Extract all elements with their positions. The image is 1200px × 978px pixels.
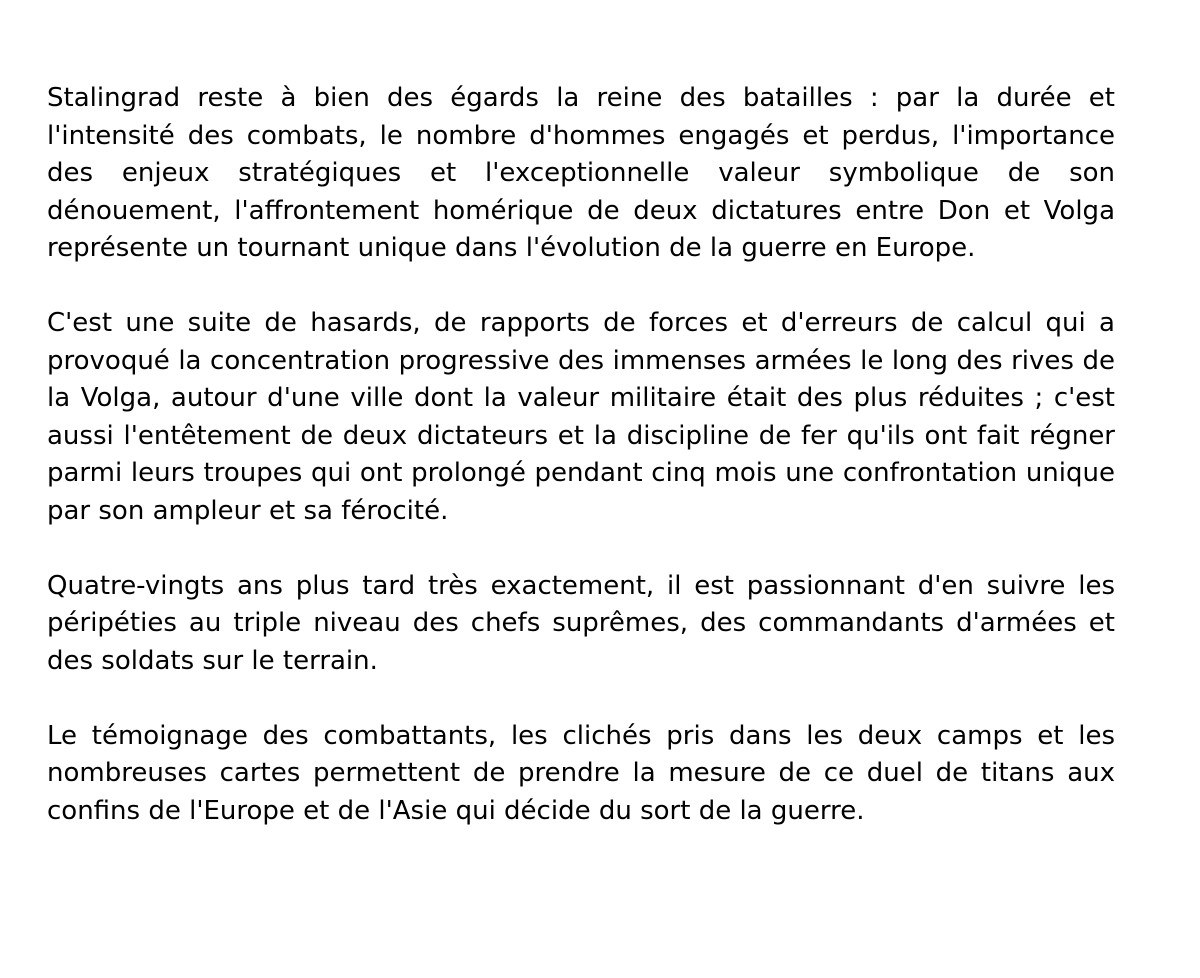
paragraph-2: C'est une suite de hasards, de rapports de forces et d'erreurs de calcul qui a provoqué la concentration progressive des immenses armées le long des rives de la Volga, autour d'une ville dont la valeur militaire était des plus réduites ; c'est aussi l'entêtement de deux dictateurs et la discipline de fer qu'ils ont fait régner parmi leurs troupes qui ont prolongé pendant cinq mois une confrontation unique par son ampleur et sa férocité.	[47, 308, 1115, 526]
paragraph-3: Quatre-vingts ans plus tard très exactement, il est passionnant d'en suivre les péripéties au triple niveau des chefs suprêmes, des commandants d'armées et des soldats sur le terrain.	[47, 570, 1115, 676]
paragraph-1: Stalingrad reste à bien des égards la reine des batailles : par la durée et l'intensité des combats, le nombre d'hommes engagés et perdus, l'importance des enjeux stratégiques et l'exceptionnelle valeur symbolique de son dénouement, l'affrontement homérique de deux dictatures entre Don et Volga représente un tournant unique dans l'évolution de la guerre en Europe.	[47, 83, 1115, 263]
document-body	[47, 80, 1115, 830]
paragraph-4: Le témoignage des combattants, les clichés pris dans les deux camps et les nombreuses cartes permettent de prendre la mesure de ce duel de titans aux confins de l'Europe et de l'Asie qui décide du sort de la guerre.	[47, 720, 1115, 826]
